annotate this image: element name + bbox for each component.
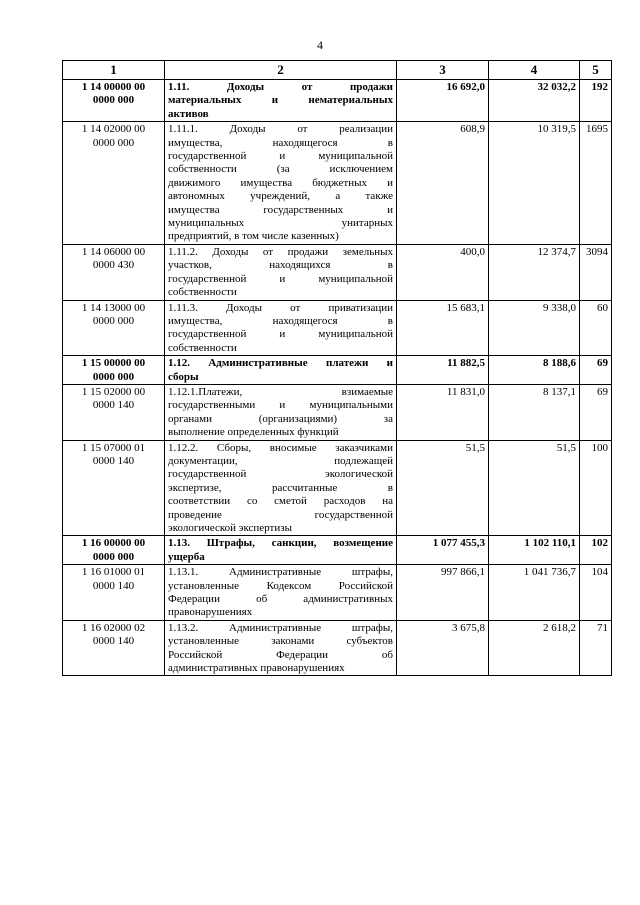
item-name-line: Российской Федерации об [168,648,393,661]
table-row [63,244,612,300]
item-name-line: 1.11.1. Доходы от реализации [168,123,393,136]
budget-code-line: 0000 140 [92,579,135,592]
item-name-line: экологической экспертизы [168,522,292,534]
item-name-line: 1.13.1. Административные штрафы, [168,566,393,579]
value-col-3: 997 866,1 [397,565,489,621]
item-name-line: 1.12.1.Платежи, взимаемые [168,385,393,398]
header-col-4: 4 [489,61,580,80]
budget-code [63,384,165,440]
item-name-line: имущества, находящегося в [168,136,393,149]
budget-code-line: 1 15 02000 00 [81,385,146,398]
value-col-3: 16 692,0 [397,80,489,122]
table-row [63,122,612,245]
budget-code-line: 1 16 01000 01 [81,566,146,579]
value-col-3: 1 077 455,3 [397,536,489,565]
item-name-line: Федерации об административных [168,593,393,606]
item-name-line: соответствии со сметой расходов на [168,495,393,508]
budget-code-line: 1 16 02000 02 [81,621,146,634]
budget-code [63,80,165,122]
item-name-line: предприятий, в том числе казенных) [168,230,339,243]
item-name-line: имущества государственных и [168,203,393,216]
budget-code-line: 1 16 00000 00 [81,537,146,550]
item-name-line: муниципальных унитарных [168,217,393,230]
value-col-5: 1695 [580,122,612,245]
budget-code [63,300,165,356]
budget-code [63,565,165,621]
item-name-line: государственными и муниципальными [168,399,393,412]
item-name-line: 1.11.3. Доходы от приватизации [168,301,393,314]
item-name-line: государственной и муниципальной [168,272,393,285]
item-name-line: выполнение определенных функций [168,426,339,439]
item-name [165,536,397,565]
item-name-line: государственной и муниципальной [168,328,393,341]
value-col-4: 8 137,1 [489,384,580,440]
header-col-2: 2 [165,61,397,80]
value-col-4: 51,5 [489,440,580,536]
item-name-line: установленные Кодексом Российской [168,579,393,592]
item-name [165,80,397,122]
item-name-line: активов [168,107,209,120]
header-col-3: 3 [397,61,489,80]
item-name-line: государственной экологической [168,468,393,481]
value-col-5: 102 [580,536,612,565]
budget-code [63,440,165,536]
header-row [63,61,612,80]
value-col-4: 10 319,5 [489,122,580,245]
value-col-3: 51,5 [397,440,489,536]
budget-code-line: 0000 430 [92,259,135,272]
budget-code-line: 0000 000 [92,550,135,563]
item-name-line: собственности [168,341,237,354]
value-col-5: 3094 [580,244,612,300]
budget-code [63,536,165,565]
value-col-3: 11 882,5 [397,356,489,385]
value-col-5: 69 [580,356,612,385]
budget-code-line: 0000 000 [92,136,135,149]
header-col-5: 5 [580,61,612,80]
item-name [165,356,397,385]
item-name [165,384,397,440]
item-name-line: движимого имущества бюджетных и [168,176,393,189]
budget-code-line: 0000 000 [92,94,135,107]
value-col-5: 192 [580,80,612,122]
item-name-line: 1.12.2. Сборы, вносимые заказчиками [168,441,393,454]
table-body [63,80,612,676]
item-name [165,300,397,356]
table-row [63,565,612,621]
budget-code-line: 1 15 00000 00 [81,357,146,370]
item-name-line: органами (организациями) за [168,412,393,425]
value-col-3: 3 675,8 [397,620,489,676]
budget-code-line: 0000 000 [92,314,135,327]
table-row [63,440,612,536]
item-name-line: 1.13. Штрафы, санкции, возмещение [168,537,393,550]
item-name [165,565,397,621]
value-col-4: 8 188,6 [489,356,580,385]
table-row [63,300,612,356]
item-name-line: экспертизе, рассчитанные в [168,481,393,494]
value-col-4: 1 102 110,1 [489,536,580,565]
value-col-4: 32 032,2 [489,80,580,122]
value-col-5: 100 [580,440,612,536]
value-col-4: 12 374,7 [489,244,580,300]
item-name-line: документации, подлежащей [168,454,393,467]
value-col-4: 1 041 736,7 [489,565,580,621]
item-name [165,620,397,676]
budget-code-line: 1 14 02000 00 [81,123,146,136]
item-name-line: 1.12. Административные платежи и [168,357,393,370]
header-col-1: 1 [63,61,165,80]
item-name-line: правонарушениях [168,606,253,619]
item-name-line: ущерба [168,550,205,563]
item-name-line: 1.11.2. Доходы от продажи земельных [168,245,393,258]
item-name-line: государственной и муниципальной [168,150,393,163]
item-name [165,122,397,245]
budget-code-line: 0000 000 [92,370,135,383]
budget-code-line: 0000 140 [92,454,135,467]
value-col-5: 71 [580,620,612,676]
item-name-line: имущества, находящегося в [168,314,393,327]
table-row [63,384,612,440]
budget-code-line: 1 14 00000 00 [81,81,146,93]
value-col-3: 400,0 [397,244,489,300]
item-name-line: установленные законами субъектов [168,635,393,648]
item-name-line: участков, находящихся в [168,259,393,272]
budget-code [63,620,165,676]
value-col-3: 15 683,1 [397,300,489,356]
budget-code-line: 1 14 06000 00 [81,245,146,258]
item-name [165,244,397,300]
budget-code-line: 1 15 07000 01 [81,441,146,454]
value-col-5: 104 [580,565,612,621]
page-number: 4 [317,38,323,52]
table-row [63,536,612,565]
value-col-4: 9 338,0 [489,300,580,356]
table-row [63,620,612,676]
item-name-line: автономных учреждений, а также [168,190,393,203]
item-name [165,440,397,536]
value-col-3: 11 831,0 [397,384,489,440]
budget-table [62,60,612,676]
budget-code-line: 0000 140 [92,635,135,648]
item-name-line: материальных и нематериальных [168,94,393,107]
value-col-3: 608,9 [397,122,489,245]
item-name-line: административных правонарушениях [168,662,345,675]
value-col-5: 69 [580,384,612,440]
item-name-line: собственности [168,286,237,299]
item-name-line: 1.13.2. Административные штрафы, [168,621,393,634]
value-col-4: 2 618,2 [489,620,580,676]
table-row [63,356,612,385]
budget-code-line: 0000 140 [92,399,135,412]
budget-code [63,122,165,245]
item-name-line: собственности (за исключением [168,163,393,176]
item-name-line: сборы [168,370,199,383]
table-row [63,80,612,122]
value-col-5: 60 [580,300,612,356]
budget-code [63,244,165,300]
item-name-line: проведение государственной [168,508,393,521]
budget-code-line: 1 14 13000 00 [81,301,146,314]
budget-code [63,356,165,385]
item-name-line: 1.11. Доходы от продажи [168,81,393,93]
